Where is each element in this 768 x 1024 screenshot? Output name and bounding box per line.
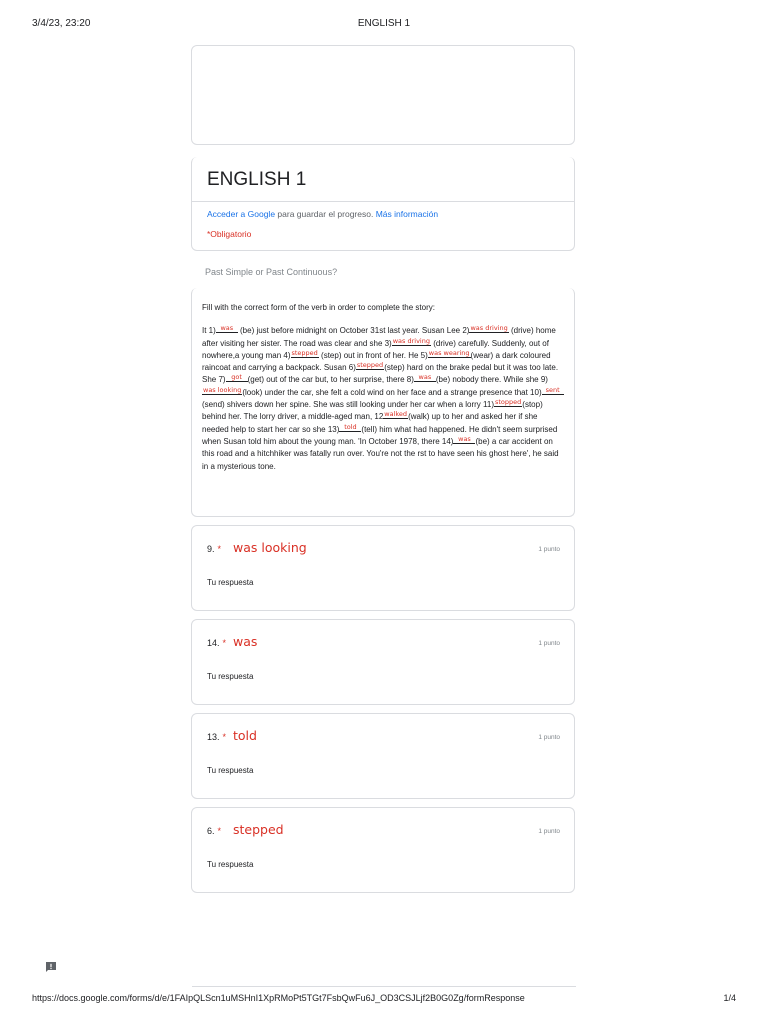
- question-number: [207, 826, 221, 836]
- question-number-text: 13.: [207, 732, 220, 742]
- required-star: *: [222, 732, 227, 742]
- story-segment: (look) under the car, she felt a cold wind on her face and a strange presence that 10): [242, 387, 542, 397]
- story-segment: (step) out in front of her. He 5): [318, 350, 428, 360]
- blank-answer: stepped: [291, 348, 318, 357]
- question-points: 1 punto: [538, 734, 560, 741]
- story-segment: (be) nobody there. While she 9): [435, 375, 548, 385]
- form-title-card: [191, 157, 575, 251]
- question-points: 1 punto: [538, 828, 560, 835]
- story-intro: Fill with the correct form of the verb in order to complete the story:: [202, 303, 435, 312]
- story-body: [202, 325, 564, 473]
- form-title: ENGLISH 1: [207, 169, 307, 190]
- question-answer: told: [233, 728, 257, 743]
- footer-url: https://docs.google.com/forms/d/e/1FAIpQLScn1uMSHnI1XpRMoPt5TGt7FsbQwFu6J_OD3CSJLjf2B0G0Zg/formResponse: [32, 993, 525, 1003]
- footer-page-number: 1/4: [723, 993, 736, 1003]
- story-segment: (be) a car accident on this road and a hitchhiker was fatally run over. You're not the rst to have seen his ghost here', he said in a mysterious tone.: [202, 436, 559, 471]
- blank-answer: walked: [384, 410, 408, 419]
- signin-link[interactable]: Acceder a Google: [207, 209, 276, 219]
- blank-answer: was: [453, 436, 475, 444]
- question-number: [207, 638, 226, 648]
- signin-notice: [207, 209, 438, 219]
- blank-answer: was: [216, 325, 238, 333]
- print-datetime: 3/4/23, 23:20: [32, 18, 91, 29]
- blank-answer: was wearing: [428, 348, 470, 357]
- blank-answer: got: [226, 374, 248, 382]
- more-info-link[interactable]: Más información: [375, 209, 439, 219]
- question-number-text: 6.: [207, 826, 215, 836]
- story-segment: (drive) carefully. Suddenly, out of nowhere,a young man 4): [202, 338, 549, 360]
- blank-answer: stopped: [495, 398, 522, 407]
- question-card: [191, 713, 575, 799]
- required-star: *: [217, 826, 222, 836]
- story-segment: (step) hard on the brake pedal but it was too late. She 7): [202, 363, 559, 385]
- blank-answer: was looking: [203, 385, 242, 394]
- question-points: 1 punto: [538, 640, 560, 647]
- question-card: [191, 525, 575, 611]
- header-banner: [191, 45, 575, 145]
- question-answer: was looking: [233, 540, 307, 555]
- question-number: [207, 544, 221, 554]
- question-answer: stepped: [233, 822, 284, 837]
- story-segment: (wear) a dark coloured raincoat and carrying a backpack. Susan 6): [202, 350, 551, 373]
- required-note: *Obligatorio: [207, 229, 252, 239]
- response-field[interactable]: Tu respuesta: [207, 578, 254, 587]
- title-divider: [192, 201, 574, 202]
- required-star: *: [222, 638, 227, 648]
- blank-answer: was driving: [392, 336, 430, 345]
- question-card: [191, 619, 575, 705]
- question-number-text: 14.: [207, 638, 220, 648]
- response-field[interactable]: Tu respuesta: [207, 766, 254, 775]
- response-field[interactable]: Tu respuesta: [207, 672, 254, 681]
- question-points: 1 punto: [538, 546, 560, 553]
- story-segment: (tell) him what had happened. He didn't seem surprised when Susan told him about the young man. 'In October 1978, there 14): [202, 424, 558, 446]
- footer-divider: [192, 986, 576, 987]
- section-label: Past Simple or Past Continuous?: [205, 267, 338, 277]
- story-segment: (be) just before midnight on October 31st last year. Susan Lee 2): [237, 326, 470, 336]
- blank-answer: sent: [542, 387, 564, 395]
- story-text: [202, 302, 564, 473]
- question-number-text: 9.: [207, 544, 215, 554]
- question-number: [207, 732, 226, 742]
- blank-answer: was driving: [470, 324, 508, 333]
- signin-text: para guardar el progreso.: [275, 209, 376, 219]
- story-segment: (drive) home after visiting her sister. The road was clear and she 3): [202, 326, 556, 348]
- story-segment: It 1): [202, 326, 216, 336]
- blank-answer: told: [339, 424, 361, 432]
- print-header: [0, 18, 768, 32]
- story-segment: (send) shivers down her spine. She was still looking under her car when a lorry 11): [202, 400, 494, 410]
- blank-answer: stepped: [356, 361, 384, 370]
- story-card: [191, 288, 575, 517]
- story-segment: (get) out of the car but, to her surprise, there 8): [247, 375, 414, 385]
- print-title: ENGLISH 1: [357, 18, 411, 29]
- response-field[interactable]: Tu respuesta: [207, 860, 254, 869]
- story-segment: (walk) up to her and asked her if she needed help to start her car so she 13): [202, 412, 538, 434]
- story-segment: (stop) behind her. The lorry driver, a middle-aged man, 12: [202, 400, 543, 422]
- required-star: *: [217, 544, 222, 554]
- blank-answer: was: [414, 374, 436, 382]
- report-icon[interactable]: [45, 962, 57, 973]
- question-card: [191, 807, 575, 893]
- question-answer: was: [233, 634, 258, 649]
